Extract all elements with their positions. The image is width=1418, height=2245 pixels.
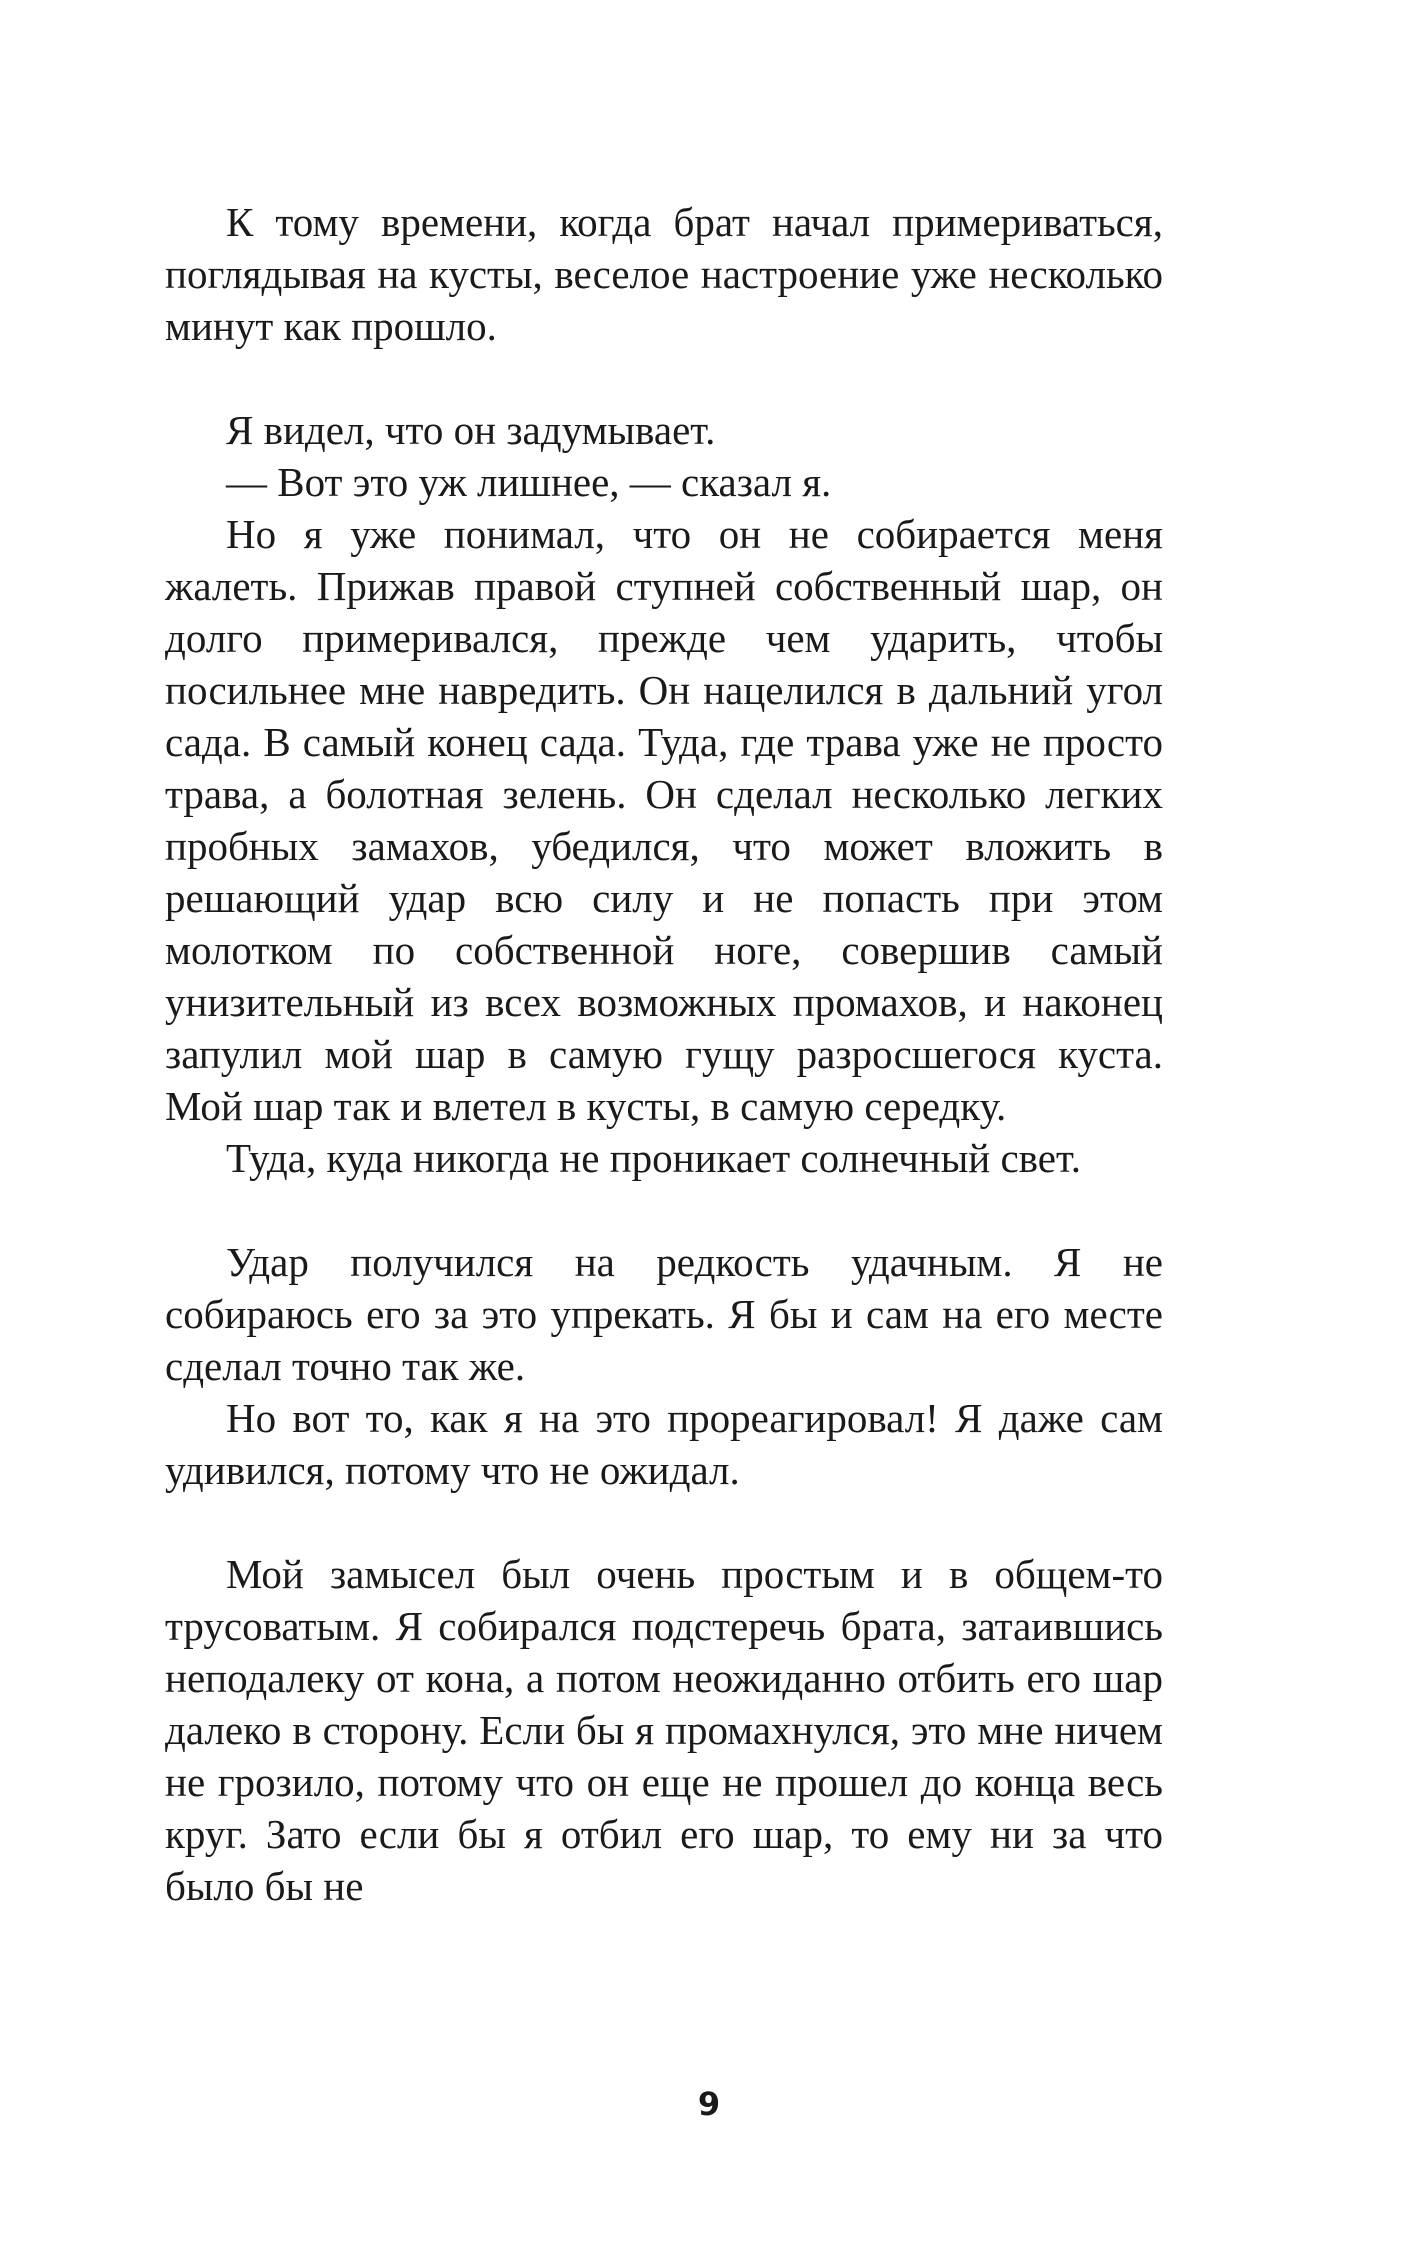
paragraph-3-dialogue: — Вот это уж лишнее, — сказал я. — [226, 459, 832, 505]
paragraph-7: Но вот то, как я на это прореагировал! Я даже сам удивился, потому что не ожидал. — [165, 1395, 1163, 1493]
paragraph-4: Но я уже понимал, что он не собирается меня жалеть. Прижав правой ступней собственный шар, он долго примеривался, прежде чем ударить, чтобы посильнее мне навредить. Он нацелился в дальний угол сада. В самый конец сада. Туда, где трава уже не просто трава, а болотная зелень. Он сделал несколько легких пробных замахов, убедился, что может вложить в решающий удар всю силу и не попасть при этом молотком по собственной ноге, совершив самый унизительный из всех возможных промахов, и наконец запулил мой шар в самую гущу разросшегося куста. Мой шар так и влетел в кусты, в самую середку. — [165, 511, 1163, 1129]
paragraph-2: Я видел, что он задумывает. — [226, 407, 716, 453]
page-number: 9 — [697, 2085, 721, 2123]
paragraph-5: Туда, куда никогда не проникает солнечный свет. — [226, 1135, 1082, 1181]
paragraph-1: К тому времени, когда брат начал примериваться, поглядывая на кусты, веселое настроение уже несколько минут как прошло. — [165, 199, 1163, 349]
paragraph-6: Удар получился на редкость удачным. Я не собираюсь его за это упрекать. Я бы и сам на его месте сделал точно так же. — [165, 1239, 1163, 1389]
page-text — [165, 196, 1163, 1912]
paragraph-8: Мой замысел был очень простым и в общем-то трусоватым. Я собирался подстеречь брата, затаившись неподалеку от кона, а потом неожиданно отбить его шар далеко в сторону. Если бы я промахнулся, это мне ничем не грозило, потому что он еще не прошел до конца весь круг. Зато если бы я отбил его шар, то ему ни за что было бы не — [165, 1551, 1163, 1909]
